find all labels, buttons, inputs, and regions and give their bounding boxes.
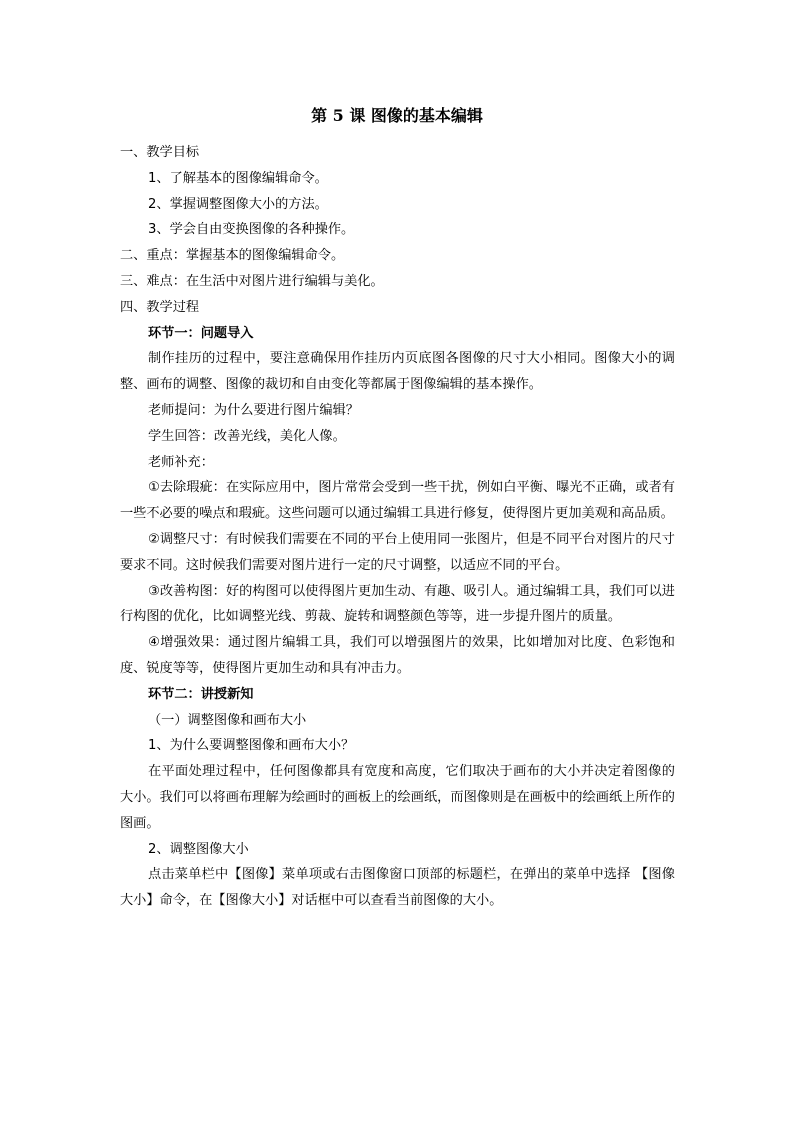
page-title: 第 5 课 图像的基本编辑	[311, 106, 483, 125]
section-heading-difficulty: 三、难点：在生活中对图片进行编辑与美化。	[120, 273, 384, 289]
part2-heading: 环节二：讲授新知	[148, 686, 254, 702]
goal-item: 2、掌握调整图像大小的方法。	[148, 196, 328, 212]
paragraph: 制作挂历的过程中，要注意确保用作挂历内页底图各图像的尺寸大小相同。图像大小的调整、画布的调整、图像的裁切和自由变化等都属于图像编辑的基本操作。	[120, 351, 675, 393]
paragraph: ②调整尺寸：有时候我们需要在不同的平台上使用同一张图片，但是不同平台对图片的尺寸要求不同。这时候我们需要对图片进行一定的尺寸调整，以适应不同的平台。	[120, 531, 675, 573]
teacher-question: 老师提问：为什么要进行图片编辑？	[148, 402, 359, 418]
goal-item: 1、了解基本的图像编辑命令。	[148, 170, 328, 186]
subsection-question: 2、调整图像大小	[148, 841, 249, 857]
part1-heading: 环节一：问题导入	[148, 325, 254, 341]
paragraph: ④增强效果：通过图片编辑工具，我们可以增强图片的效果，比如增加对比度、色彩饱和度、锐度等等，使得图片更加生动和具有冲击力。	[120, 635, 675, 676]
section-heading-process: 四、教学过程	[120, 299, 200, 315]
section-heading-goals: 一、教学目标	[120, 145, 200, 160]
subsection-heading: （一）调整图像和画布大小	[148, 712, 307, 728]
student-answer: 学生回答：改善光线，美化人像。	[148, 428, 346, 444]
paragraph: ③改善构图：好的构图可以使得图片更加生动、有趣、吸引人。通过编辑工具，我们可以进行构图的优化，比如调整光线、剪裁、旋转和调整颜色等等，进一步提升图片的质量。	[120, 583, 675, 625]
paragraph: 在平面处理过程中，任何图像都具有宽度和高度，它们取决于画布的大小并决定着图像的大小。我们可以将画布理解为绘画时的画板上的绘画纸，而图像则是在画板中的绘画纸上所作的图画。	[120, 764, 675, 831]
paragraph: 点击菜单栏中【图像】菜单项或右击图像窗口顶部的标题栏，在弹出的菜单中选择 【图像大小】命令，在【图像大小】对话框中可以查看当前图像的大小。	[120, 867, 675, 909]
section-heading-key-point: 二、重点：掌握基本的图像编辑命令。	[120, 248, 345, 264]
document-body	[120, 140, 675, 914]
teacher-supplement: 老师补充：	[148, 454, 214, 470]
paragraph: ①去除瑕疵：在实际应用中，图片常常会受到一些干扰，例如白平衡、曝光不正确，或者有一些不必要的噪点和瑕疵。这些问题可以通过编辑工具进行修复，使得图片更加美观和高品质。	[120, 480, 675, 522]
subsection-question: 1、为什么要调整图像和画布大小？	[148, 738, 355, 754]
goal-item: 3、学会自由变换图像的各种操作。	[148, 222, 355, 238]
